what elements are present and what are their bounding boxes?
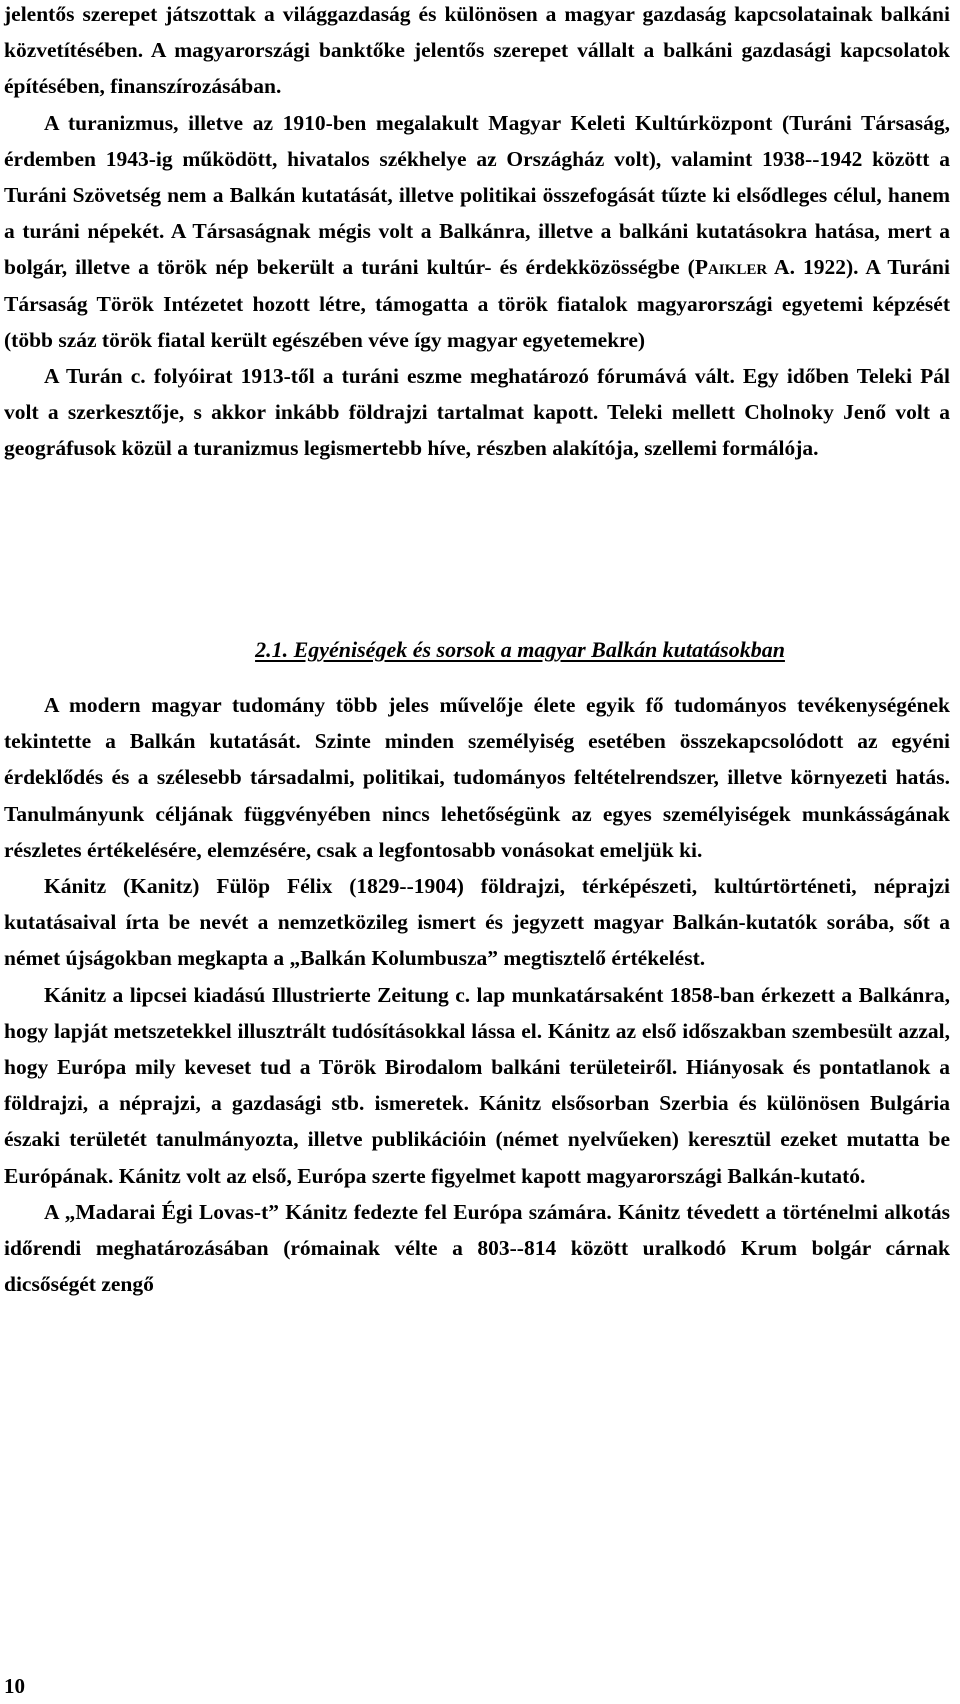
- page-number: 10: [4, 1674, 25, 1698]
- turanism-text-end: A. 1922). A Turáni Társaság Török Intézetet hozott létre, támogatta a török fiatalok magyarországi egyetemi képzését (több száz török fiatal került egészében véve így magyar egyetemekre): [4, 255, 950, 352]
- paragraph-kanitz-career: Kánitz a lipcsei kiadású Illustrierte Zeitung c. lap munkatársaként 1858-ban érkezett a Balkánra, hogy lapját metszetekkel illusztrált tudósításokkal lássa el. Kánitz az első időszakban szembesült azzal, hogy Európa mily keveset tud a Török Birodalom balkáni területeiről. Hiányosak és pontatlanok a földrajzi, a néprajzi, a gazdasági stb. ismeretek. Kánitz elsősorban Szerbia és különösen Bulgária északi területét tanulmányozta, illetve publikációin (német nyelvűeken) keresztül ezeket mutatta be Európának. Kánitz volt az első, Európa szerte figyelmet kapott magyarországi Balkán-kutató.: [4, 982, 950, 1188]
- paragraph-banking: jelentős szerepet játszottak a világgazdaság és különösen a magyar gazdaság kapcsolatainak balkáni közvetítésében. A magyarországi banktőke jelentős szerepet vállalt a balkáni gazdasági kapcsolatok építésében, finanszírozásában.: [4, 2, 950, 99]
- intro-section: [4, 0, 950, 467]
- citation-author: Paikler: [694, 255, 768, 280]
- paragraph-modern-science: A modern magyar tudomány több jeles művelője élete egyik fő tudományos tevékenységének tekintette a Balkán kutatását. Szinte minden személyiség esetében összekapcsolódott az egyéni érdeklődés és a szélesebb társadalmi, politikai, tudományos feltételrendszer, illetve környezeti hatás. Tanulmányunk céljának függvényében nincs lehetőségünk az egyes személyiségek munkásságának részletes értékelésére, elemzésére, csak a legfontosabb vonásokat emeljük ki.: [4, 693, 950, 862]
- personalities-section: [4, 687, 950, 1302]
- paragraph-turan-journal: A Turán c. folyóirat 1913-től a turáni eszme meghatározó fórumává vált. Egy időben Teleki Pál volt a szerkesztője, s akkor inkább földrajzi tartalmat kapott. Teleki mellett Cholnoky Jenő volt a geográfusok közül a turanizmus legismertebb híve, részben alakítója, szellemi formálója.: [4, 364, 950, 461]
- paragraph-madara-rider: A „Madarai Égi Lovas-t” Kánitz fedezte fel Európa számára. Kánitz tévedett a történelmi alkotás időrendi meghatározásában (rómainak vélte a 803--814 között uralkodó Krum bolgár cárnak dicsőségét zengő: [4, 1199, 950, 1297]
- paragraph-kanitz-intro: Kánitz (Kanitz) Fülöp Félix (1829--1904) földrajzi, térképészeti, kultúrtörténeti, néprajzi kutatásaival írta be nevét a nemzetközileg ismert és jegyzett magyar Balkán-kutatók sorába, sőt a német újságokban megkapta a „Balkán Kolumbusza” megtisztelő értékelést.: [4, 874, 950, 971]
- turanism-text-start: A turanizmus, illetve az 1910-ben megalakult Magyar Keleti Kultúrközpont (Turáni Társaság, érdemben 1943-ig működött, hivatalos székhelye az Országház volt), valamint 1938--1942 között a Turáni Szövetség nem a Balkán kutatását, illetve politikai összefogását tűzte ki elsődleges célul, hanem a turáni népekét. A Társaságnak mégis volt a Balkánra, illetve a balkáni kutatásokra hatása, mert a bolgár, illetve a török nép bekerült a turáni kultúr- és érdekközösségbe (: [4, 110, 950, 280]
- section-heading: 2.1. Egyéniségek és sorsok a magyar Balkán kutatásokban: [255, 637, 785, 662]
- paragraph-turanism: [4, 105, 950, 358]
